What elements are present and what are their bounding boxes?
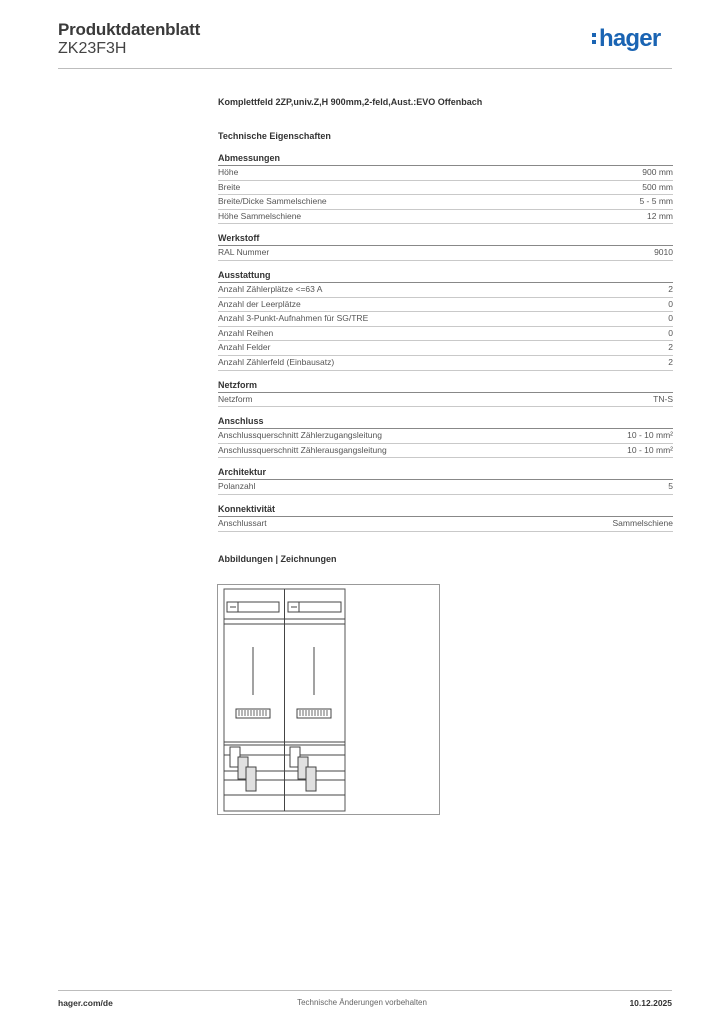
property-row [218, 356, 673, 371]
property-row [218, 195, 673, 210]
panel-schematic-icon [218, 585, 439, 814]
property-row [218, 166, 673, 181]
property-label: Polanzahl [218, 481, 256, 492]
property-row [218, 210, 673, 225]
property-row [218, 480, 673, 495]
datasheet-content [218, 94, 673, 566]
section-title: Konnektivität [218, 503, 673, 517]
property-row [218, 283, 673, 298]
property-row [218, 181, 673, 196]
section-netzform [218, 379, 673, 408]
property-value: 5 [668, 481, 673, 492]
footer-date: 10.12.2025 [629, 998, 672, 1008]
property-row [218, 341, 673, 356]
technical-drawing [217, 584, 440, 815]
property-label: Anschlussquerschnitt Zählerausgangsleitung [218, 444, 387, 455]
property-label: Anzahl Zählerfeld (Einbausatz) [218, 356, 335, 367]
property-value: 0 [668, 327, 673, 338]
section-werkstoff [218, 232, 673, 261]
hager-logo [592, 27, 660, 51]
product-title: Komplettfeld 2ZP,univ.Z,H 900mm,2-feld,Aust.:EVO Offenbach [218, 97, 483, 107]
property-label: Anzahl Felder [218, 342, 271, 353]
property-value: 10 - 10 mm² [627, 430, 673, 441]
document-title: Produktdatenblatt [58, 20, 201, 39]
footer-website: hager.com/de [58, 998, 113, 1008]
property-value: 0 [668, 298, 673, 309]
property-value: TN-S [653, 393, 673, 404]
property-label: Höhe Sammelschiene [218, 210, 302, 221]
property-value: 500 mm [642, 181, 673, 192]
property-value: 2 [668, 342, 673, 353]
section-anschluss [218, 415, 673, 458]
drawings-heading: Abbildungen | Zeichnungen [218, 553, 337, 564]
property-label: Netzform [218, 393, 253, 404]
technical-properties-heading: Technische Eigenschaften [218, 131, 331, 141]
property-label: Anzahl Zählerplätze <=63 A [218, 283, 323, 294]
property-value: 10 - 10 mm² [627, 444, 673, 455]
section-abmessungen [218, 152, 673, 224]
property-label: RAL Nummer [218, 247, 270, 258]
section-konnektivität [218, 503, 673, 532]
product-code: ZK23F3H [58, 40, 127, 57]
section-title: Ausstattung [218, 269, 673, 283]
logo-colon-icon [592, 32, 597, 46]
property-row [218, 298, 673, 313]
property-row [218, 327, 673, 342]
property-value: 0 [668, 313, 673, 324]
property-row [218, 517, 673, 532]
property-value: 2 [668, 283, 673, 294]
property-value: 12 mm [647, 210, 673, 221]
property-label: Höhe [218, 167, 239, 177]
logo-text: hager [599, 25, 661, 52]
section-title: Werkstoff [218, 232, 673, 246]
property-value: 9010 [654, 247, 673, 258]
property-label: Anschlussquerschnitt Zählerzugangsleitung [218, 430, 382, 441]
property-value: 900 mm [642, 167, 673, 177]
header-divider [58, 68, 672, 69]
property-label: Breite/Dicke Sammelschiene [218, 196, 327, 207]
property-row [218, 393, 673, 408]
property-label: Anschlussart [218, 517, 267, 528]
property-value: 2 [668, 356, 673, 367]
section-ausstattung [218, 269, 673, 371]
property-value: 5 - 5 mm [639, 196, 673, 207]
property-label: Anzahl 3-Punkt-Aufnahmen für SG/TRE [218, 313, 369, 324]
property-label: Breite [218, 181, 241, 192]
property-row [218, 312, 673, 327]
section-title: Architektur [218, 466, 673, 480]
property-row [218, 246, 673, 261]
properties-sections [218, 152, 673, 532]
section-title: Anschluss [218, 415, 673, 429]
property-label: Anzahl der Leerplätze [218, 298, 301, 309]
property-row [218, 444, 673, 459]
section-title: Abmessungen [218, 152, 673, 166]
property-value: Sammelschiene [612, 517, 673, 528]
section-architektur [218, 466, 673, 495]
property-row [218, 429, 673, 444]
section-title: Netzform [218, 379, 673, 393]
footer-divider [58, 990, 672, 991]
footer-disclaimer: Technische Änderungen vorbehalten [297, 998, 427, 1007]
property-label: Anzahl Reihen [218, 327, 274, 338]
